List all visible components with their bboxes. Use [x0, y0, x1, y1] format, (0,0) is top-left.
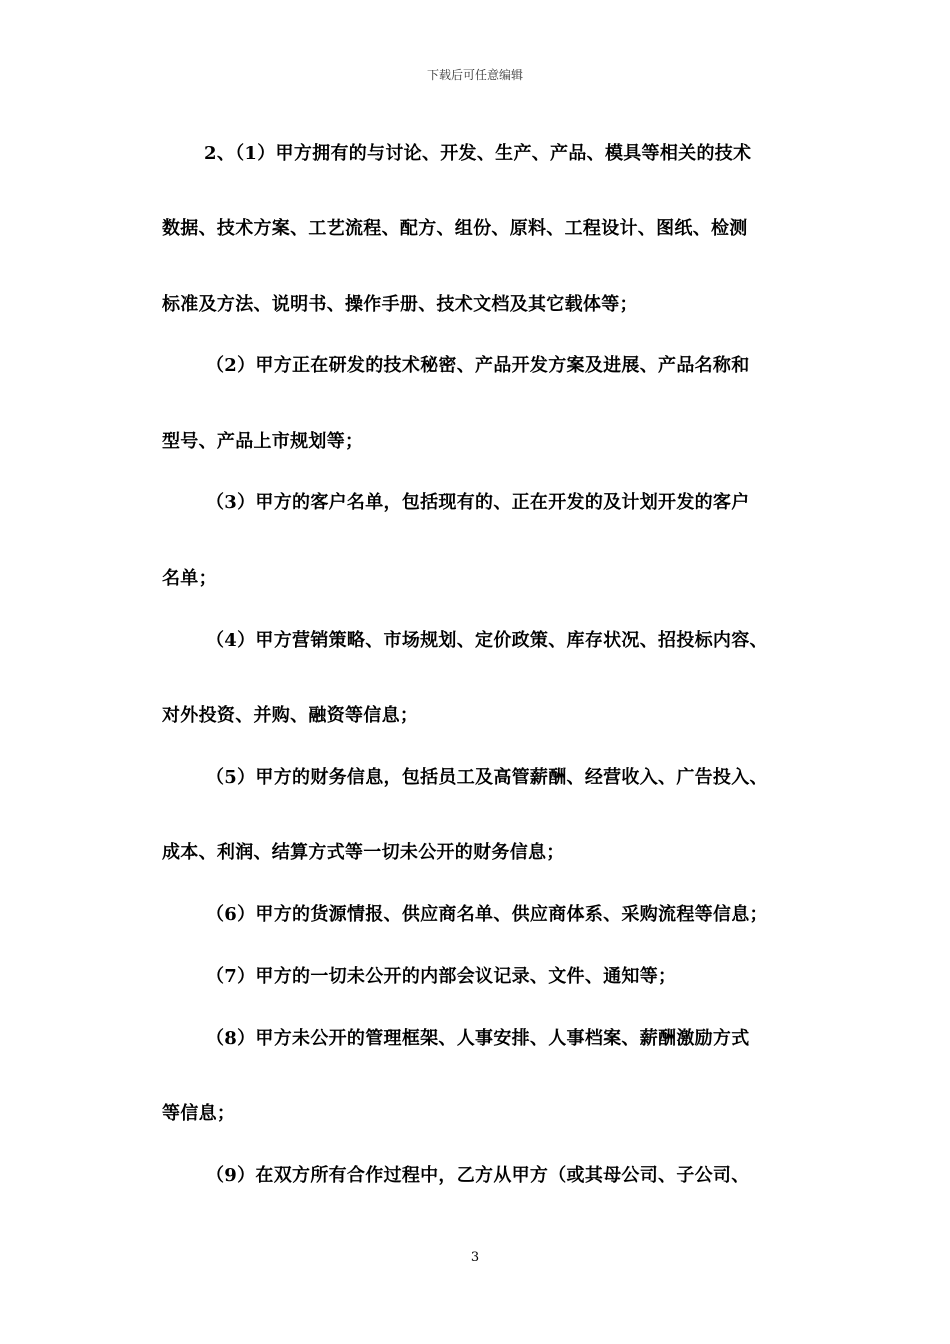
body-line: （7）甲方的一切未公开的内部会议记录、文件、通知等；	[206, 966, 677, 987]
body-line: （6）甲方的货源情报、供应商名单、供应商体系、采购流程等信息；	[206, 904, 768, 925]
body-line: 名单；	[162, 568, 217, 589]
body-line: （9）在双方所有合作过程中，乙方从甲方（或其母公司、子公司、	[206, 1165, 750, 1186]
body-line: （2）甲方正在研发的技术秘密、产品开发方案及进展、产品名称和	[206, 355, 750, 376]
body-line: （3）甲方的客户名单，包括现有的、正在开发的及计划开发的客户	[206, 492, 750, 513]
body-line: 型号、产品上市规划等；	[162, 431, 364, 452]
body-line: （4）甲方营销策略、市场规划、定价政策、库存状况、招投标内容、	[206, 630, 768, 651]
body-line: （8）甲方未公开的管理框架、人事安排、人事档案、薪酬激励方式	[206, 1028, 750, 1049]
body-line: （5）甲方的财务信息，包括员工及高管薪酬、经营收入、广告投入、	[206, 767, 768, 788]
body-line: 等信息；	[162, 1103, 236, 1124]
body-line: 标准及方法、说明书、操作手册、技术文档及其它载体等；	[162, 294, 638, 315]
body-line: 成本、利润、结算方式等一切未公开的财务信息；	[162, 842, 565, 863]
body-line: 对外投资、并购、融资等信息；	[162, 705, 419, 726]
body-line: 2、（1）甲方拥有的与讨论、开发、生产、产品、模具等相关的技术	[204, 143, 752, 164]
page-header: 下载后可任意编辑	[426, 68, 523, 82]
page-number: 3	[470, 1250, 480, 1265]
body-line: 数据、技术方案、工艺流程、配方、组份、原料、工程设计、图纸、检测	[162, 218, 748, 239]
